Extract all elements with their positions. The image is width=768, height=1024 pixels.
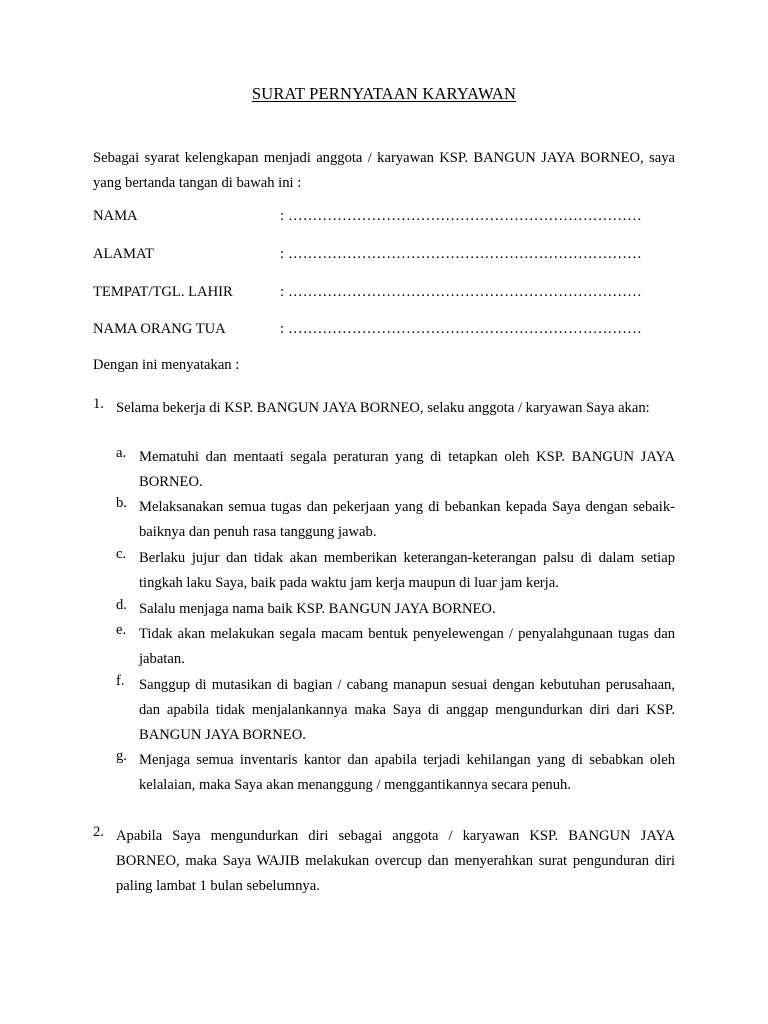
- field-blank: : ………………………………………………………………: [280, 246, 642, 262]
- field-blank: : ………………………………………………………………: [280, 208, 642, 224]
- field-blank: : ………………………………………………………………: [280, 284, 642, 300]
- field-label: ALAMAT: [93, 246, 154, 262]
- field-label: NAMA: [93, 208, 138, 224]
- field-tempat-tgl-lahir: [93, 284, 653, 306]
- sub-item-letter: e.: [116, 622, 127, 638]
- field-alamat: [93, 246, 653, 268]
- sub-item-letter: d.: [116, 597, 127, 613]
- sub-item-text: Melaksanakan semua tugas dan pekerjaan yang di bebankan kepada Saya dengan sebaik-baiknya dan penuh rasa tanggung jawab.: [139, 499, 675, 540]
- declaration-line: Dengan ini menyatakan :: [93, 357, 240, 373]
- sub-item-letter: c.: [116, 546, 127, 562]
- sub-item-text: Mematuhi dan mentaati segala peraturan yang di tetapkan oleh KSP. BANGUN JAYA BORNEO.: [139, 449, 675, 490]
- intro-paragraph: Sebagai syarat kelengkapan menjadi anggota / karyawan KSP. BANGUN JAYA BORNEO, saya yang bertanda tangan di bawah ini :: [93, 150, 675, 191]
- field-label: NAMA ORANG TUA: [93, 321, 226, 337]
- sub-item-letter: f.: [116, 673, 125, 689]
- sub-item-text: Sanggup di mutasikan di bagian / cabang manapun sesuai dengan kebutuhan perusahaan, dan apabila tidak menjalankannya maka Saya di anggap mengundurkan diri dari KSP. BANGUN JAYA BORNEO.: [139, 677, 675, 743]
- sub-item-text: Salalu menjaga nama baik KSP. BANGUN JAYA BORNEO.: [139, 601, 496, 617]
- sub-item-text: Menjaga semua inventaris kantor dan apabila terjadi kehilangan yang di sebabkan oleh kelalaian, maka Saya akan menanggung / menggantikannya secara penuh.: [139, 752, 675, 793]
- field-nama: [93, 208, 653, 230]
- sub-item-letter: b.: [116, 495, 127, 511]
- field-blank: : ………………………………………………………………: [280, 321, 642, 337]
- sub-item-letter: g.: [116, 748, 127, 764]
- sub-item-text: Berlaku jujur dan tidak akan memberikan keterangan-keterangan palsu di dalam setiap tingkah laku Saya, baik pada waktu jam kerja maupun di luar jam kerja.: [139, 550, 675, 591]
- document-title: SURAT PERNYATAAN KARYAWAN: [251, 84, 517, 103]
- point-number: 1.: [93, 396, 104, 412]
- sub-item-letter: a.: [116, 445, 127, 461]
- point-text: Apabila Saya mengundurkan diri sebagai anggota / karyawan KSP. BANGUN JAYA BORNEO, maka Saya WAJIB melakukan overcup dan menyerahkan surat pengunduran diri paling lambat 1 bulan sebelumnya.: [116, 828, 675, 894]
- point-number: 2.: [93, 824, 104, 840]
- field-label: TEMPAT/TGL. LAHIR: [93, 284, 233, 300]
- sub-item-text: Tidak akan melakukan segala macam bentuk penyelewengan / penyalahgunaan tugas dan jabatan.: [139, 626, 675, 667]
- point-text: Selama bekerja di KSP. BANGUN JAYA BORNEO, selaku anggota / karyawan Saya akan:: [116, 400, 650, 416]
- field-nama-orang-tua: [93, 321, 653, 343]
